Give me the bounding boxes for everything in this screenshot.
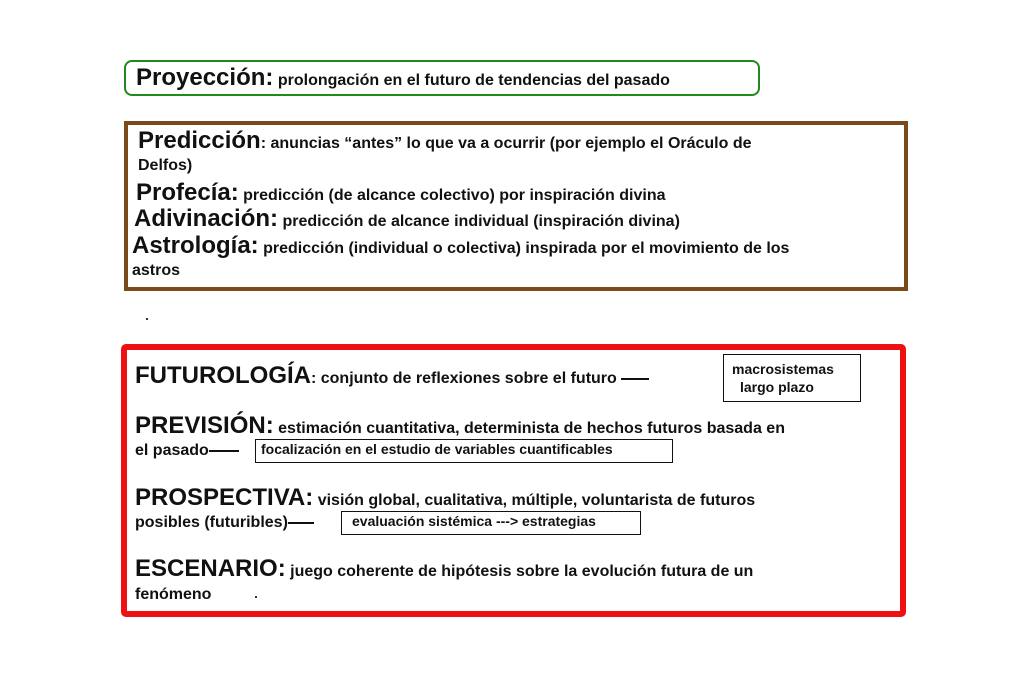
proyeccion-desc: prolongación en el futuro de tendencias del pasado [277, 72, 670, 89]
prediccion-box [124, 121, 908, 291]
astrologia-term: Astrología: [132, 232, 259, 259]
escenario-desc-line1: juego coherente de hipótesis sobre la evolución futura de un [290, 563, 754, 580]
futurologia-desc: : conjunto de reflexiones sobre el futuro [310, 370, 617, 387]
futurologia-box [121, 344, 906, 617]
connector-line [621, 378, 649, 380]
prevision-line2 [135, 442, 239, 460]
prediccion-term: Predicción [138, 127, 261, 154]
connector-line [209, 450, 239, 452]
prospectiva-tag: evaluación sistémica ---> estrategias [341, 511, 641, 535]
prevision-desc-line2: el pasado [135, 442, 209, 459]
escenario-entry [135, 555, 753, 583]
escenario-desc-line2: fenómeno [135, 586, 212, 603]
prediccion-desc-line1: : anuncias “antes” lo que va a ocurrir (por ejemplo el Oráculo de [260, 135, 752, 152]
profecia-term: Profecía: [136, 179, 239, 206]
prospectiva-desc-line2: posibles (futuribles) [135, 514, 288, 531]
escenario-term: ESCENARIO: [135, 555, 286, 582]
profecia-desc: predicción (de alcance colectivo) por inspiración divina [243, 187, 666, 204]
stray-dot [255, 596, 257, 598]
futurologia-tag-line1: macrosistemas [732, 361, 834, 377]
astrologia-desc-line2: astros [132, 262, 181, 279]
adivinacion-term: Adivinación: [134, 205, 279, 232]
proyeccion-box [124, 60, 760, 96]
astrologia-desc-line1: predicción (individual o colectiva) inspirada por el movimiento de los [263, 240, 790, 257]
prevision-term: PREVISIÓN: [135, 412, 274, 439]
prediccion-entry [138, 127, 752, 155]
futurologia-tag-line2: largo plazo [740, 379, 814, 395]
futurologia-term: FUTUROLOGÍA [135, 362, 311, 389]
profecia-entry [136, 179, 666, 207]
prevision-entry [135, 412, 785, 440]
connector-line [288, 522, 314, 524]
prediccion-desc-line2: Delfos) [138, 157, 193, 174]
prospectiva-entry [135, 484, 755, 512]
proyeccion-term: Proyección: [136, 64, 274, 91]
astrologia-entry [132, 232, 789, 260]
adivinacion-entry [134, 205, 680, 233]
proyeccion-entry [136, 64, 670, 92]
stray-dot [146, 318, 148, 320]
futurologia-entry [135, 362, 649, 390]
prospectiva-desc-line1: visión global, cualitativa, múltiple, voluntarista de futuros [317, 492, 756, 509]
futurologia-tag [723, 354, 861, 402]
prevision-tag: focalización en el estudio de variables cuantificables [255, 439, 673, 463]
prospectiva-line2 [135, 514, 314, 532]
prevision-desc-line1: estimación cuantitativa, determinista de hechos futuros basada en [278, 420, 785, 437]
prospectiva-term: PROSPECTIVA: [135, 484, 314, 511]
adivinacion-desc: predicción de alcance individual (inspiración divina) [282, 213, 680, 230]
